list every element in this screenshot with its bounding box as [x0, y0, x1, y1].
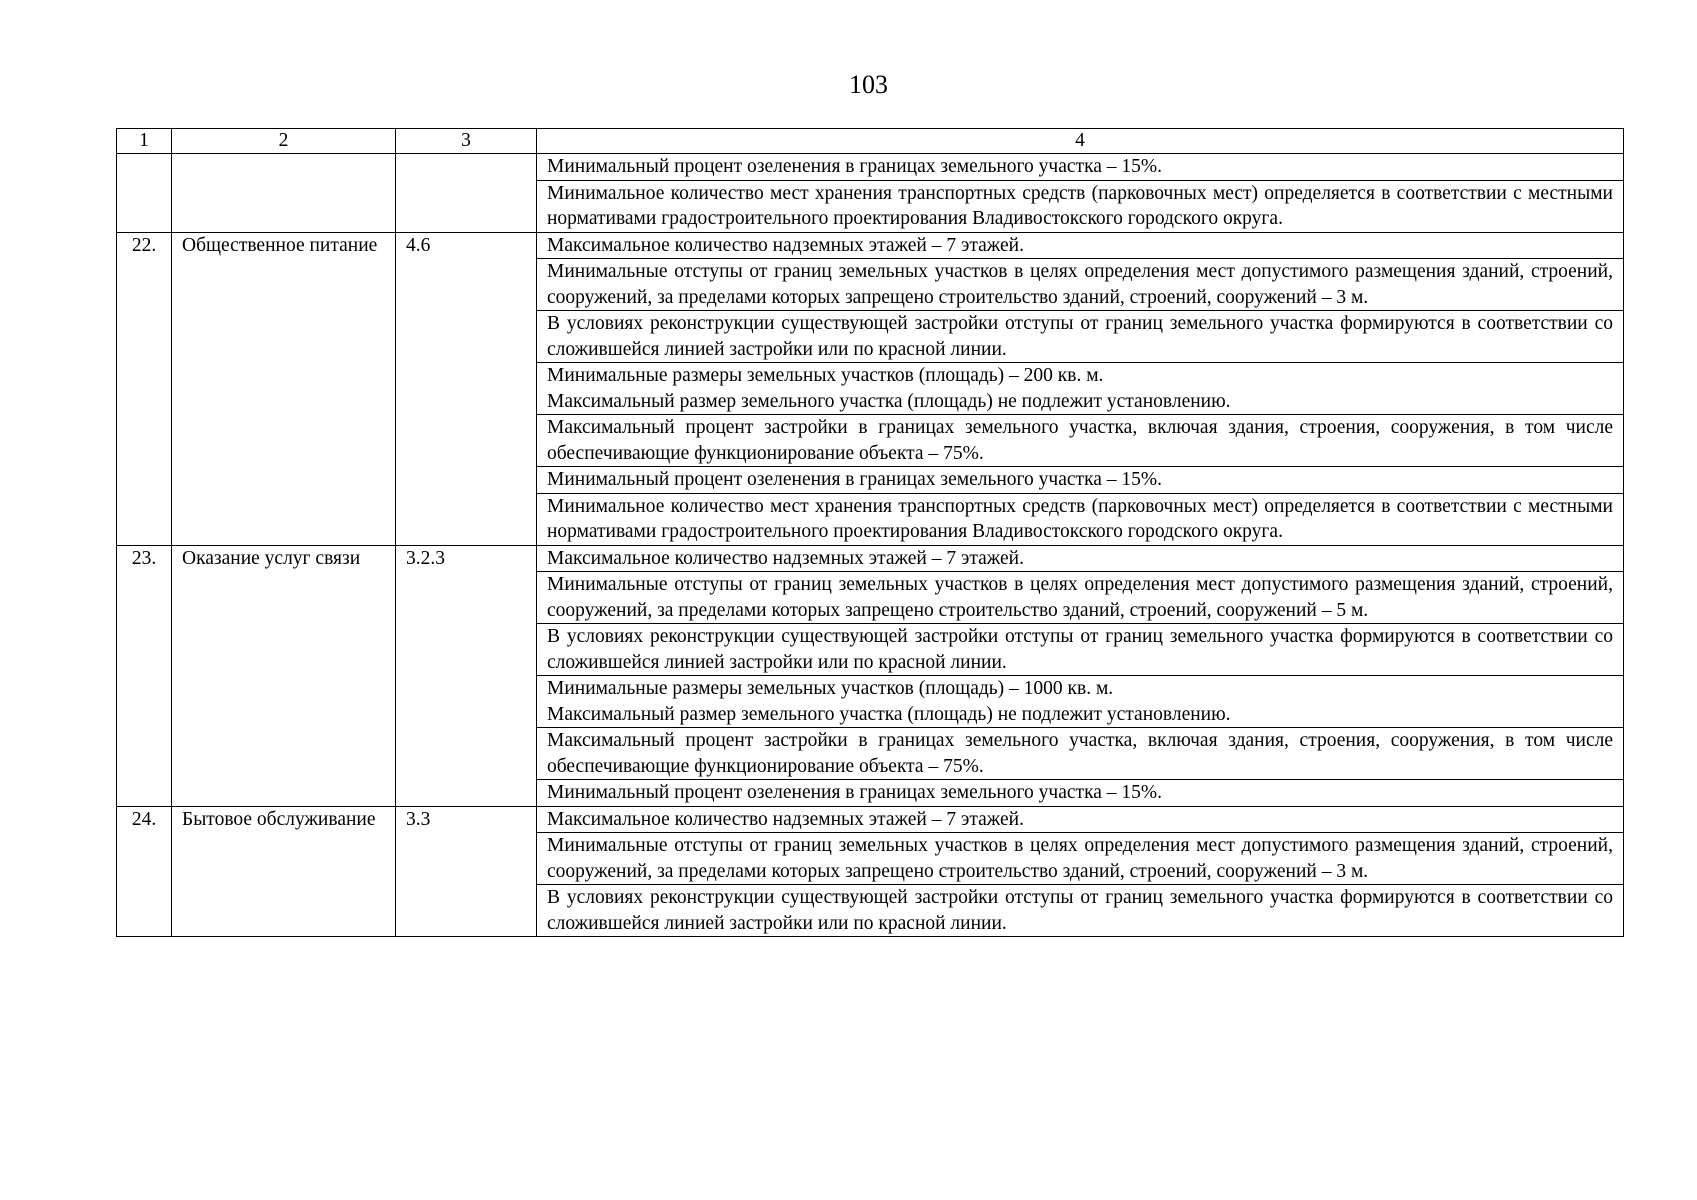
requirement-text: В условиях реконструкции существующей застройки отступы от границ земельного участка формируются в соответствии со сложившейся линией застройки или по красной линии.: [547, 313, 1613, 360]
requirement-text: Минимальные размеры земельных участков (площадь) – 200 кв. м.: [547, 365, 1104, 386]
requirement-text: Минимальный процент озеленения в границах земельного участка – 15%.: [547, 156, 1163, 177]
requirement-text: Минимальные отступы от границ земельных участков в целях определения мест допустимого размещения зданий, строений, сооружений, за пределами которых запрещено строительство зданий, строений, сооружений – 3 м.: [547, 835, 1613, 882]
use-type-name: Бытовое обслуживание: [172, 806, 396, 937]
table-header-row: [117, 129, 1624, 154]
row-number: 23.: [117, 545, 172, 806]
requirement-cell: [537, 806, 1624, 833]
row-number: 22.: [117, 232, 172, 545]
header-col-3: 3: [396, 129, 537, 154]
requirement-text: Минимальное количество мест хранения транспортных средств (парковочных мест) определяется в соответствии с местными нормативами градостроительного проектирования Владивостокского городского округа.: [547, 495, 1613, 542]
requirement-text: Минимальный процент озеленения в границах земельного участка – 15%.: [547, 469, 1163, 490]
use-type-code: 3.2.3: [396, 545, 537, 806]
requirement-text: В условиях реконструкции существующей застройки отступы от границ земельного участка формируются в соответствии со сложившейся линией застройки или по красной линии.: [547, 626, 1613, 673]
requirement-text: Максимальный процент застройки в границах земельного участка, включая здания, строения, сооружения, в том числе обеспечивающие функционирование объекта – 75%.: [547, 417, 1613, 464]
header-col-1: 1: [117, 129, 172, 154]
requirement-cell: [537, 415, 1624, 467]
requirement-cell: [537, 545, 1624, 572]
requirement-cell: [537, 232, 1624, 259]
requirement-cell: [537, 259, 1624, 311]
requirement-cell: [537, 885, 1624, 937]
requirement-cell: [537, 780, 1624, 807]
requirement-cell: [537, 467, 1624, 494]
requirement-cell: [537, 180, 1624, 232]
requirement-cell: [537, 363, 1624, 415]
table-body: [117, 129, 1624, 937]
requirement-text: Минимальные отступы от границ земельных участков в целях определения мест допустимого размещения зданий, строений, сооружений, за пределами которых запрещено строительство зданий, строений, сооружений – 5 м.: [547, 574, 1613, 621]
requirement-text: Минимальное количество мест хранения транспортных средств (парковочных мест) определяется в соответствии с местными нормативами градостроительного проектирования Владивостокского городского округа.: [547, 182, 1613, 229]
num-cell: [117, 154, 172, 233]
requirement-text: Минимальные отступы от границ земельных участков в целях определения мест допустимого размещения зданий, строений, сооружений, за пределами которых запрещено строительство зданий, строений, сооружений – 3 м.: [547, 261, 1613, 308]
requirement-cell: [537, 833, 1624, 885]
requirement-text: Максимальный размер земельного участка (площадь) не подлежит установлению.: [547, 703, 1231, 725]
requirement-text: Минимальные размеры земельных участков (площадь) – 1000 кв. м.: [547, 678, 1114, 699]
header-col-2: 2: [172, 129, 396, 154]
header-col-4: 4: [537, 129, 1624, 154]
use-type-name: Общественное питание: [172, 232, 396, 545]
page-number: 103: [849, 70, 888, 99]
requirement-text: Максимальное количество надземных этажей – 7 этажей.: [547, 808, 1024, 830]
table-row: [117, 232, 1624, 259]
requirement-cell: [537, 624, 1624, 676]
regulations-table: [116, 128, 1624, 937]
use-type-code: 4.6: [396, 232, 537, 545]
requirement-cell: [537, 154, 1624, 181]
requirement-cell: [537, 311, 1624, 363]
use-type-name: Оказание услуг связи: [172, 545, 396, 806]
table-row: [117, 154, 1624, 181]
table-row: [117, 806, 1624, 833]
row-number: 24.: [117, 806, 172, 937]
name-cell: [172, 154, 396, 233]
requirement-text: Максимальное количество надземных этажей – 7 этажей.: [547, 547, 1024, 569]
use-type-code: 3.3: [396, 806, 537, 937]
requirement-cell: [537, 728, 1624, 780]
code-cell: [396, 154, 537, 233]
requirement-cell: [537, 572, 1624, 624]
table-row: [117, 545, 1624, 572]
requirement-text: Максимальный процент застройки в границах земельного участка, включая здания, строения, сооружения, в том числе обеспечивающие функционирование объекта – 75%.: [547, 730, 1613, 777]
requirement-text: Максимальное количество надземных этажей – 7 этажей.: [547, 234, 1024, 256]
requirement-text: Минимальный процент озеленения в границах земельного участка – 15%.: [547, 782, 1163, 803]
requirement-text: В условиях реконструкции существующей застройки отступы от границ земельного участка формируются в соответствии со сложившейся линией застройки или по красной линии.: [547, 887, 1613, 934]
requirement-text: Максимальный размер земельного участка (площадь) не подлежит установлению.: [547, 390, 1231, 412]
requirement-cell: [537, 676, 1624, 728]
requirement-cell: [537, 493, 1624, 545]
